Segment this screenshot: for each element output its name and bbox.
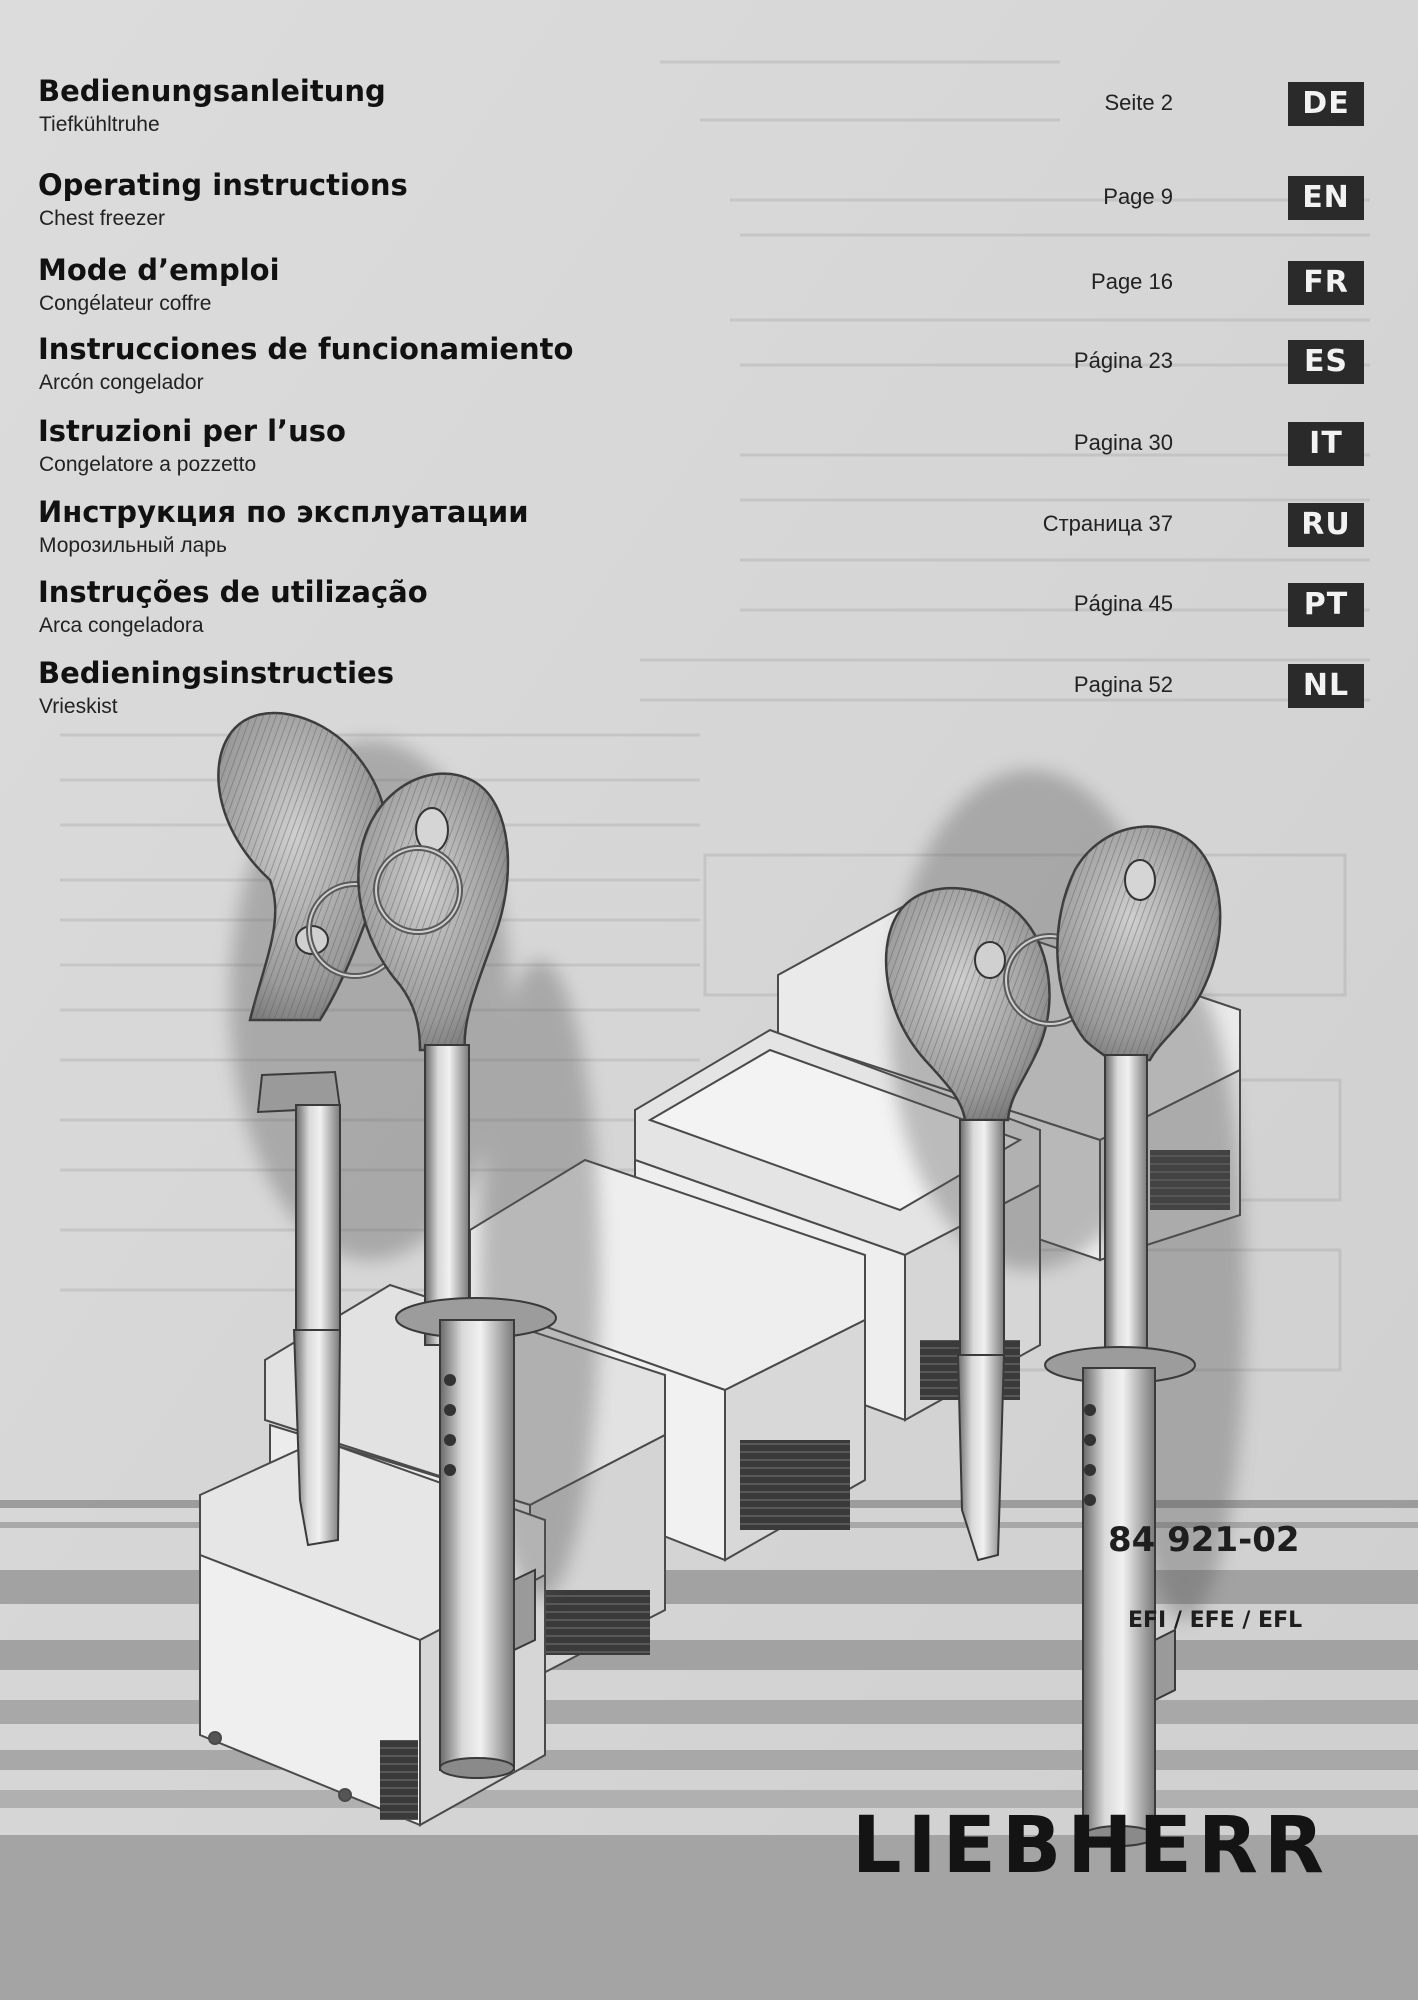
lang-page-ref: Seite 2 [1104, 90, 1173, 115]
lang-subtitle: Arca congeladora [39, 614, 204, 637]
model-variants: EFI / EFE / EFL [1128, 1608, 1303, 1633]
lang-title: Instrucciones de funcionamiento [38, 332, 574, 366]
lang-row-de [0, 74, 1418, 154]
lang-code-badge: RU [1288, 503, 1364, 547]
lang-title: Instruções de utilização [38, 575, 428, 609]
lang-page-ref: Página 23 [1073, 348, 1173, 373]
lang-title: Инструкция по эксплуатации [38, 495, 529, 529]
lang-page-ref: Página 45 [1073, 591, 1173, 616]
lang-subtitle: Tiefkühltruhe [39, 113, 160, 136]
lang-code-badge: FR [1288, 261, 1364, 305]
lang-code-badge: DE [1288, 82, 1364, 126]
lang-code-badge: ES [1288, 340, 1364, 384]
svg-text:LIEBHERR: LIEBHERR [851, 1801, 1330, 1891]
lang-page-ref: Page 16 [1091, 269, 1173, 294]
lang-subtitle: Морозильный ларь [39, 534, 227, 557]
brand-logo [852, 1801, 1330, 1891]
lang-subtitle: Chest freezer [39, 207, 166, 230]
lang-title: Mode d’emploi [38, 253, 280, 287]
lang-row-nl [0, 656, 1418, 736]
lang-row-en [0, 168, 1418, 248]
model-number: 84 921-02 [1108, 1520, 1300, 1560]
lang-code-badge: IT [1288, 422, 1364, 466]
lang-code-badge: PT [1288, 583, 1364, 627]
lang-subtitle: Arcón congelador [39, 371, 204, 394]
lang-page-ref: Страница 37 [1042, 511, 1173, 536]
lang-code-badge: EN [1288, 176, 1364, 220]
lang-subtitle: Congélateur coffre [39, 292, 212, 315]
lang-row-it [0, 414, 1418, 494]
lang-page-ref: Pagina 30 [1073, 430, 1173, 455]
lang-title: Bedienungsanleitung [38, 74, 386, 108]
lang-row-ru [0, 495, 1418, 575]
lang-row-es [0, 332, 1418, 412]
lang-title: Bedieningsinstructies [38, 656, 394, 690]
lang-row-pt [0, 575, 1418, 655]
lang-subtitle: Congelatore a pozzetto [39, 453, 257, 476]
lang-title: Operating instructions [38, 168, 408, 202]
lang-code-badge: NL [1288, 664, 1364, 708]
lang-row-fr [0, 253, 1418, 333]
lang-title: Istruzioni per l’uso [38, 414, 346, 448]
lang-page-ref: Page 9 [1103, 184, 1173, 209]
lang-page-ref: Pagina 52 [1073, 672, 1173, 697]
lang-subtitle: Vrieskist [39, 695, 118, 718]
